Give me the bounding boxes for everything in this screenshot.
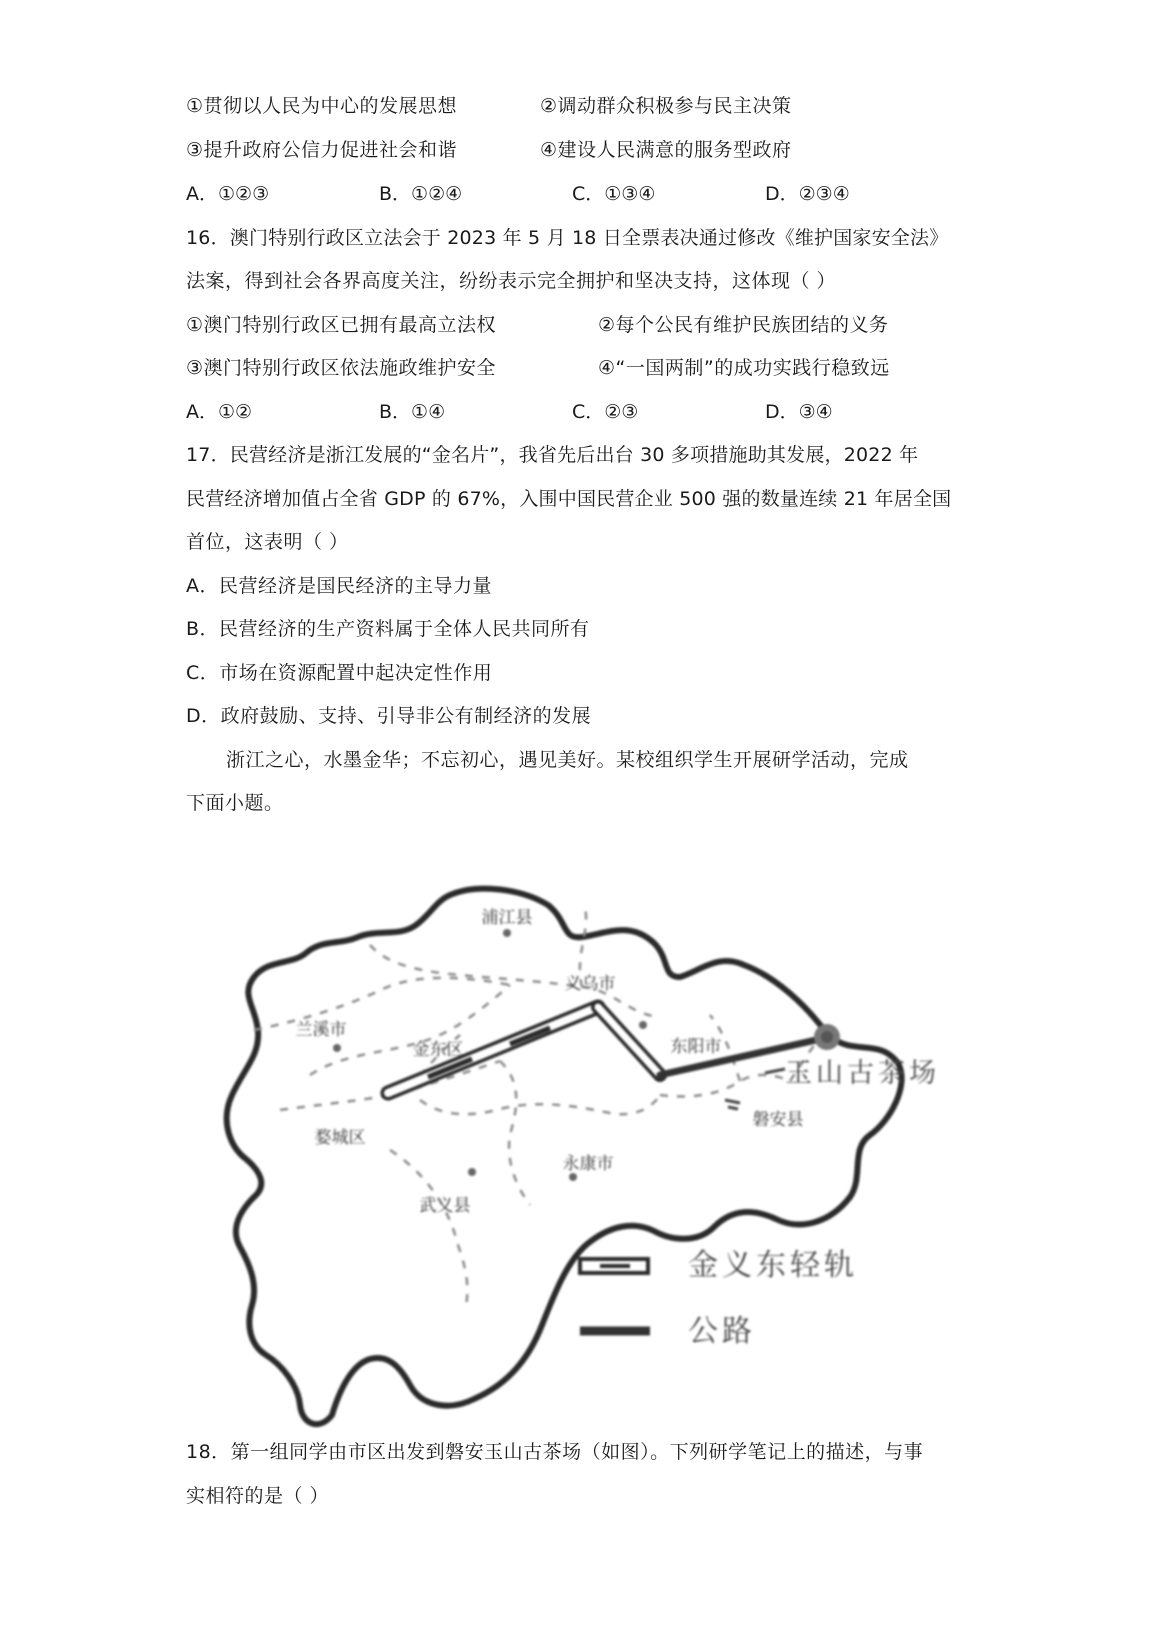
q15-statement-1: ①贯彻以人民为中心的发展思想: [186, 95, 458, 117]
label-panan: 磐安县: [752, 1110, 804, 1130]
map-legend: [580, 1248, 858, 1349]
q17-option-d: D．政府鼓励、支持、引导非公有制经济的发展: [186, 705, 592, 727]
q16-stem-line-2: 法案，得到社会各界高度关注，纷纷表示完全拥护和坚决支持，这体现（ ）: [186, 270, 837, 292]
legend-road-label: 公路: [688, 1314, 756, 1349]
q16-statement-3: ③澳门特别行政区依法施政维护安全: [186, 357, 497, 379]
q16-option-c: C．②③: [572, 401, 639, 423]
q17-stem-line-2: 民营经济增加值占全省 GDP 的 67%，入围中国民营企业 500 强的数量连续 21 年居全国: [186, 488, 952, 510]
q17-stem-line-3: 首位，这表明（ ）: [186, 531, 349, 553]
label-yiwu: 义乌市: [564, 974, 616, 994]
q18-stem-line-2: 实相符的是（ ）: [186, 1485, 330, 1507]
q17-stem-line-1: 17．民营经济是浙江发展的“金名片”，我省先后出台 30 多项措施助其发展，2022 年: [186, 444, 919, 466]
intro-line-1: 浙江之心，水墨金华；不忘初心，遇见美好。某校组织学生开展研学活动，完成: [226, 749, 909, 771]
q15-option-d: D．②③④: [765, 183, 850, 205]
q15-statement-2: ②调动群众积极参与民主决策: [540, 95, 792, 117]
label-dongyang: 东阳市: [670, 1037, 722, 1057]
q17-option-c: C．市场在资源配置中起决定性作用: [186, 662, 493, 684]
q15-option-c: C．①③④: [572, 183, 656, 205]
label-pujiang: 浦江县: [481, 908, 533, 928]
q16-statement-4: ④“一国两制”的成功实践行稳致远: [598, 357, 890, 379]
label-wucheng: 婺城区: [314, 1128, 366, 1148]
q15-statement-4: ④建设人民满意的服务型政府: [540, 139, 792, 161]
intro-line-2: 下面小题。: [186, 792, 284, 814]
label-lanxi: 兰溪市: [295, 1020, 347, 1040]
label-yongkang: 永康市: [562, 1154, 614, 1174]
jinhua-map: [210, 885, 970, 1430]
q16-statement-2: ②每个公民有维护民族团结的义务: [598, 314, 889, 336]
q15-option-a: A．①②③: [186, 183, 270, 205]
label-tea-garden: 玉山古茶场: [785, 1058, 940, 1089]
q16-statement-1: ①澳门特别行政区已拥有最高立法权: [186, 314, 497, 336]
q16-option-b: B．①④: [379, 401, 446, 423]
q17-option-a: A．民营经济是国民经济的主导力量: [186, 575, 492, 597]
q18-stem-line-1: 18．第一组同学由市区出发到磐安玉山古茶场（如图）。下列研学笔记上的描述，与事: [186, 1441, 924, 1463]
q16-option-d: D．③④: [765, 401, 833, 423]
label-jindong: 金东区: [412, 1040, 464, 1060]
q15-statement-3: ③提升政府公信力促进社会和谐: [186, 139, 458, 161]
legend-rail-label: 金义东轻轨: [688, 1248, 858, 1283]
q17-option-b: B．民营经济的生产资料属于全体人民共同所有: [186, 618, 590, 640]
q15-option-b: B．①②④: [379, 183, 463, 205]
q16-option-a: A．①②: [186, 401, 253, 423]
label-wuyi: 武义县: [419, 1196, 471, 1216]
q16-stem-line-1: 16．澳门特别行政区立法会于 2023 年 5 月 18 日全票表决通过修改《维护国家安全法》: [186, 227, 949, 249]
